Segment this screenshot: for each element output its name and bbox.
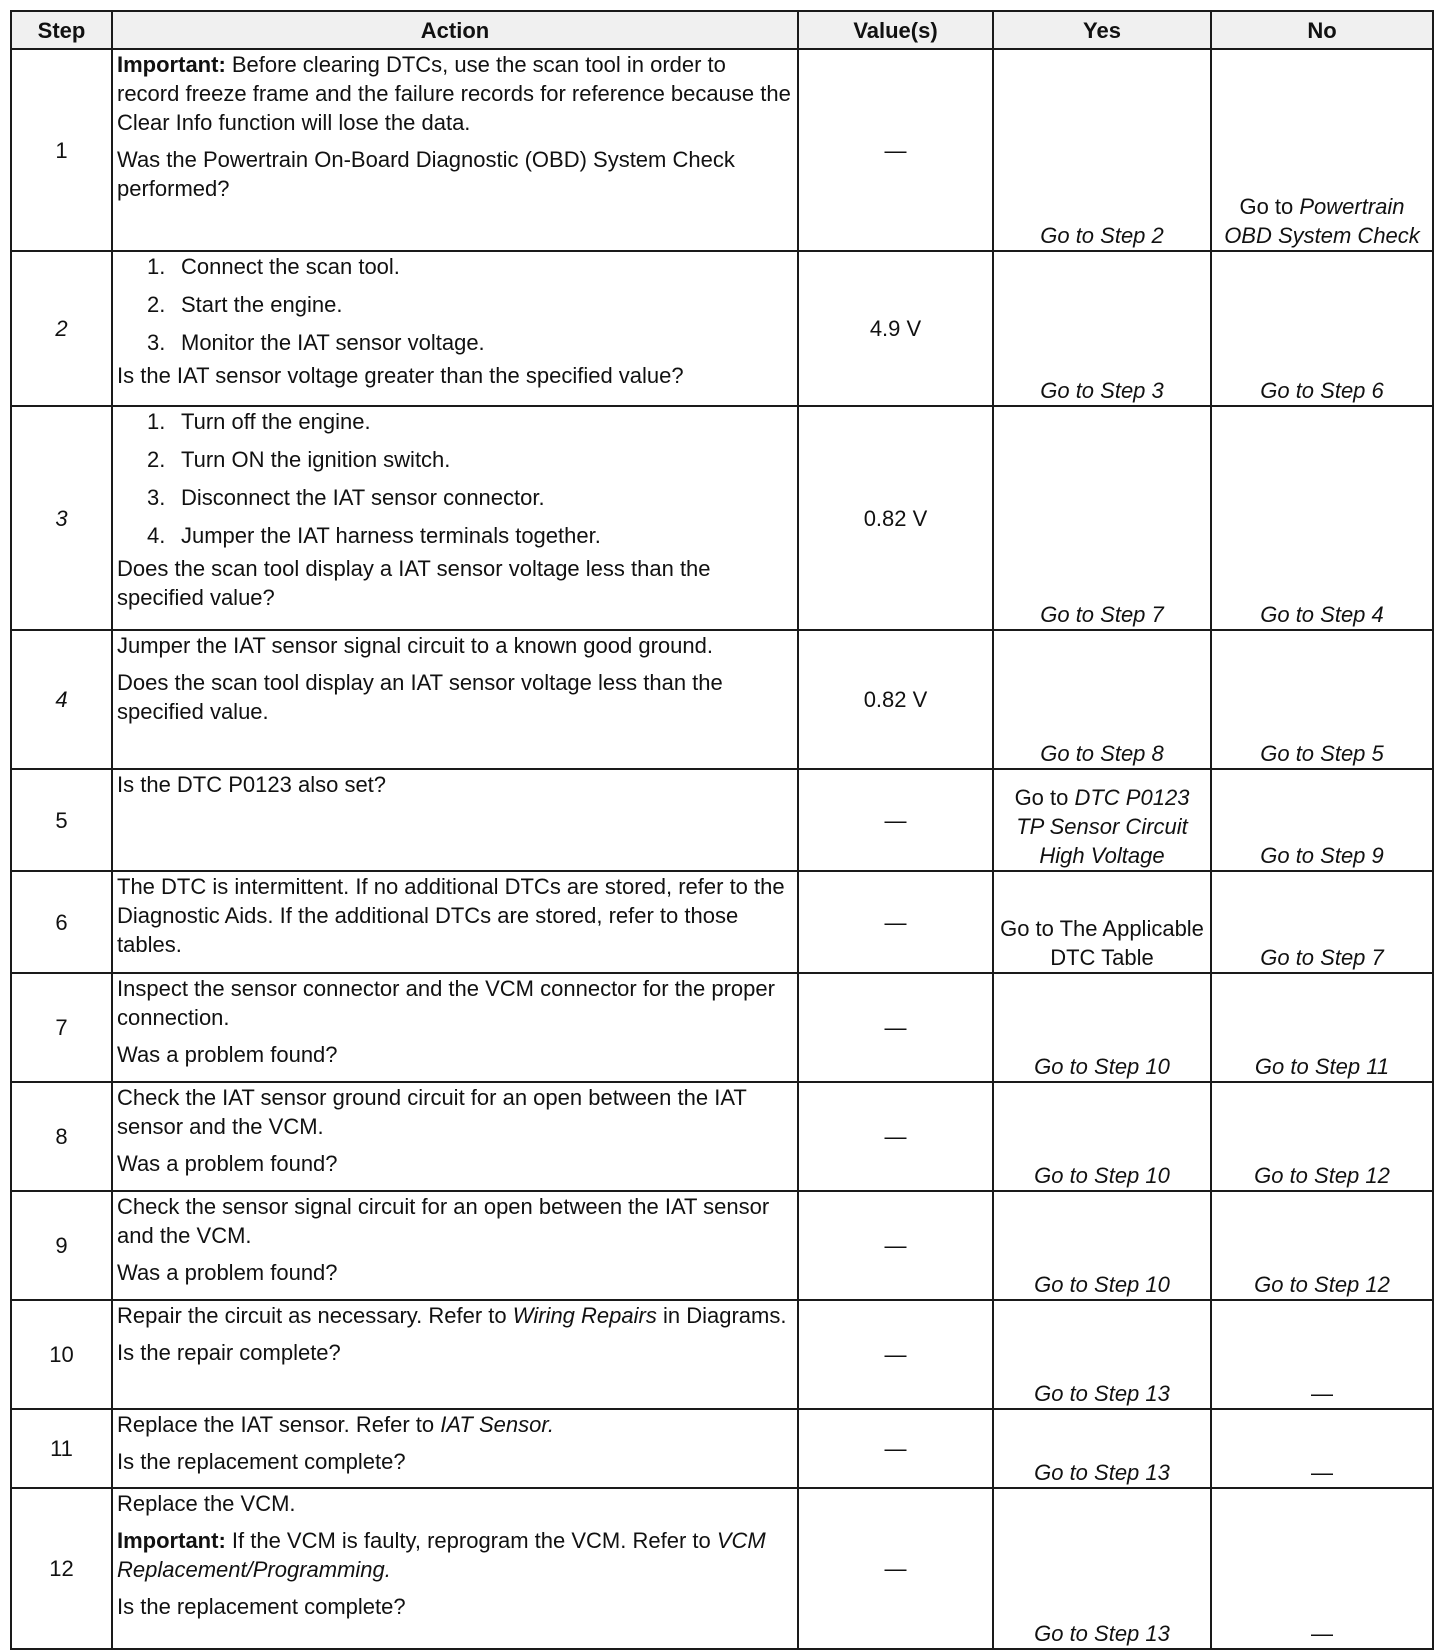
text-link: Wiring Repairs	[512, 1303, 657, 1328]
list-number: 4.	[147, 523, 166, 548]
action-question: Is the replacement complete?	[117, 1594, 406, 1619]
action-cell	[112, 871, 798, 973]
action-question: Was the Powertrain On-Board Diagnostic (OBD) System Check performed?	[117, 147, 735, 201]
no-cell: Go to Step 9	[1211, 769, 1433, 871]
yes-cell: Go to Step 10	[993, 973, 1211, 1082]
table-row	[11, 630, 1433, 769]
list-number: 2.	[147, 292, 166, 317]
action-text: Inspect the sensor connector and the VCM connector for the proper connection.	[117, 976, 775, 1030]
yes-cell: Go to Step 3	[993, 251, 1211, 406]
value-cell: —	[798, 973, 993, 1082]
value-cell: —	[798, 1300, 993, 1409]
list-number: 1.	[147, 409, 166, 434]
header-step: Step	[11, 11, 112, 49]
no-cell: —	[1211, 1409, 1433, 1488]
list-text: Start the engine.	[181, 292, 343, 317]
step-number: 4	[11, 630, 112, 769]
value-cell: —	[798, 769, 993, 871]
action-list-item	[117, 252, 793, 281]
table-row	[11, 1082, 1433, 1191]
action-cell	[112, 251, 798, 406]
value-cell: 4.9 V	[798, 251, 993, 406]
yes-prefix: Go to	[1014, 785, 1075, 810]
no-link: Powertrain OBD System Check	[1224, 194, 1420, 248]
header-yes: Yes	[993, 11, 1211, 49]
action-list-item	[117, 328, 793, 357]
text-suffix: in Diagrams.	[656, 1303, 787, 1328]
action-question: Was a problem found?	[117, 1260, 338, 1285]
action-cell	[112, 973, 798, 1082]
value-cell: —	[798, 871, 993, 973]
action-cell	[112, 1082, 798, 1191]
list-text: Turn off the engine.	[181, 409, 371, 434]
yes-cell: Go to Step 13	[993, 1409, 1211, 1488]
table-row	[11, 769, 1433, 871]
action-list-item	[117, 407, 793, 436]
yes-cell: Go to Step 2	[993, 49, 1211, 251]
table-row	[11, 406, 1433, 630]
text-prefix: Replace the IAT sensor. Refer to	[117, 1412, 441, 1437]
action-question: Was a problem found?	[117, 1042, 338, 1067]
yes-cell: Go to Step 13	[993, 1488, 1211, 1649]
table-header	[11, 11, 1433, 49]
important-text: If the VCM is faulty, reprogram the VCM. Refer to	[225, 1528, 717, 1553]
no-cell: —	[1211, 1488, 1433, 1649]
action-cell	[112, 630, 798, 769]
action-question: Does the scan tool display an IAT sensor voltage less than the specified value.	[117, 670, 723, 724]
step-number: 9	[11, 1191, 112, 1300]
value-cell: —	[798, 1488, 993, 1649]
no-cell: Go to Step 6	[1211, 251, 1433, 406]
action-list-item	[117, 445, 793, 474]
list-number: 3.	[147, 330, 166, 355]
yes-cell	[993, 769, 1211, 871]
no-cell: —	[1211, 1300, 1433, 1409]
action-cell	[112, 1409, 798, 1488]
no-cell	[1211, 49, 1433, 251]
action-list-item	[117, 483, 793, 512]
step-number: 12	[11, 1488, 112, 1649]
yes-cell: Go to Step 7	[993, 406, 1211, 630]
list-number: 2.	[147, 447, 166, 472]
action-list-item	[117, 290, 793, 319]
action-cell	[112, 1300, 798, 1409]
table-row	[11, 49, 1433, 251]
action-cell	[112, 769, 798, 871]
no-cell: Go to Step 12	[1211, 1191, 1433, 1300]
action-question: Is the repair complete?	[117, 1340, 341, 1365]
list-text: Disconnect the IAT sensor connector.	[181, 485, 545, 510]
step-number: 5	[11, 769, 112, 871]
step-number: 8	[11, 1082, 112, 1191]
diagnostic-table	[10, 10, 1434, 1650]
table-row	[11, 1191, 1433, 1300]
no-cell: Go to Step 7	[1211, 871, 1433, 973]
list-text: Turn ON the ignition switch.	[181, 447, 451, 472]
text-prefix: Repair the circuit as necessary. Refer to	[117, 1303, 513, 1328]
table-row	[11, 1300, 1433, 1409]
table-body	[11, 49, 1433, 1649]
yes-cell: Go to Step 10	[993, 1082, 1211, 1191]
action-cell	[112, 406, 798, 630]
action-text	[117, 1301, 793, 1330]
step-number: 2	[11, 251, 112, 406]
step-number: 6	[11, 871, 112, 973]
value-cell: —	[798, 1082, 993, 1191]
list-number: 1.	[147, 254, 166, 279]
step-number: 10	[11, 1300, 112, 1409]
no-cell: Go to Step 5	[1211, 630, 1433, 769]
no-cell: Go to Step 11	[1211, 973, 1433, 1082]
list-text: Monitor the IAT sensor voltage.	[181, 330, 485, 355]
list-text: Jumper the IAT harness terminals together.	[181, 523, 601, 548]
no-cell: Go to Step 12	[1211, 1082, 1433, 1191]
yes-cell: Go to Step 8	[993, 630, 1211, 769]
value-cell: —	[798, 1409, 993, 1488]
action-text: Check the IAT sensor ground circuit for an open between the IAT sensor and the VCM.	[117, 1085, 747, 1139]
value-cell: —	[798, 49, 993, 251]
header-values: Value(s)	[798, 11, 993, 49]
table-row	[11, 973, 1433, 1082]
text-link: IAT Sensor.	[440, 1412, 554, 1437]
table-row	[11, 871, 1433, 973]
header-row	[11, 11, 1433, 49]
important-note	[117, 1526, 793, 1584]
action-question: Is the replacement complete?	[117, 1449, 406, 1474]
action-question: Is the IAT sensor voltage greater than the specified value?	[117, 363, 684, 388]
list-number: 3.	[147, 485, 166, 510]
list-text: Connect the scan tool.	[181, 254, 400, 279]
step-number: 3	[11, 406, 112, 630]
action-text: Jumper the IAT sensor signal circuit to a known good ground.	[117, 633, 713, 658]
step-number: 7	[11, 973, 112, 1082]
action-cell	[112, 1488, 798, 1649]
yes-link: DTC P0123 TP Sensor Circuit High Voltage	[1016, 785, 1190, 868]
yes-cell: Go to The Applicable DTC Table	[993, 871, 1211, 973]
action-question: Does the scan tool display a IAT sensor voltage less than the specified value?	[117, 556, 711, 610]
table-row	[11, 1409, 1433, 1488]
yes-cell: Go to Step 13	[993, 1300, 1211, 1409]
action-text: Replace the VCM.	[117, 1491, 296, 1516]
step-number: 1	[11, 49, 112, 251]
table-row	[11, 1488, 1433, 1649]
table-row	[11, 251, 1433, 406]
important-note	[117, 50, 793, 137]
no-prefix: Go to	[1239, 194, 1300, 219]
action-cell	[112, 1191, 798, 1300]
action-text: The DTC is intermittent. If no additional DTCs are stored, refer to the Diagnostic Aids. If the additional DTCs are stored, refer to those tables.	[117, 874, 785, 957]
important-link: VCM Replacement/Programming.	[117, 1528, 766, 1582]
important-label: Important:	[117, 1528, 226, 1553]
action-question: Is the DTC P0123 also set?	[117, 772, 387, 797]
action-text: Check the sensor signal circuit for an open between the IAT sensor and the VCM.	[117, 1194, 770, 1248]
value-cell: 0.82 V	[798, 406, 993, 630]
value-cell: —	[798, 1191, 993, 1300]
action-text	[117, 1410, 793, 1439]
header-action: Action	[112, 11, 798, 49]
action-question: Was a problem found?	[117, 1151, 338, 1176]
action-cell	[112, 49, 798, 251]
yes-cell: Go to Step 10	[993, 1191, 1211, 1300]
action-list-item	[117, 521, 793, 550]
step-number: 11	[11, 1409, 112, 1488]
important-label: Important:	[117, 52, 226, 77]
value-cell: 0.82 V	[798, 630, 993, 769]
header-no: No	[1211, 11, 1433, 49]
no-cell: Go to Step 4	[1211, 406, 1433, 630]
important-text: Before clearing DTCs, use the scan tool in order to record freeze frame and the failure records for reference because the Clear Info function will lose the data.	[117, 52, 791, 135]
